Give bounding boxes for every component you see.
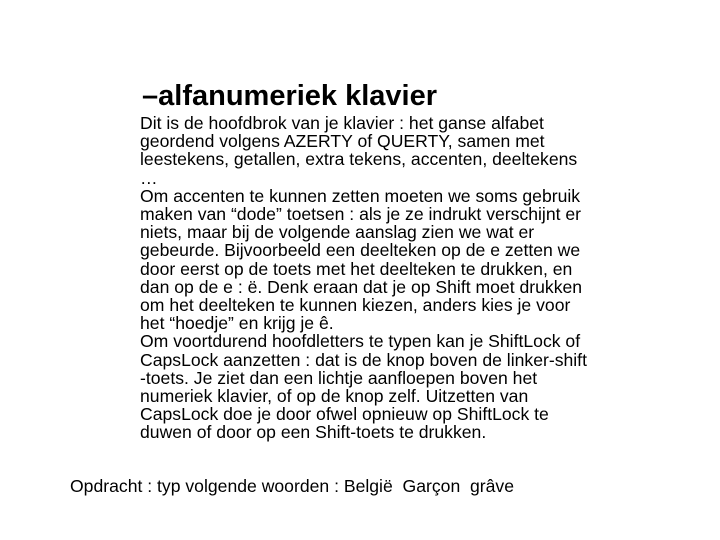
text-line: duwen of door op een Shift-toets te drukken. [140,422,487,443]
text-line: CapsLock aanzetten : dat is de knop boven de linker-shift [140,349,587,370]
text-line: door eerst op de toets met het deelteken te drukken, en [140,258,573,279]
text-line: … [140,167,158,188]
text-line: leestekens, getallen, extra tekens, accenten, deeltekens [140,149,578,170]
text-line: het “hoedje” en krijg je ê. [140,313,334,334]
text-line: dan op de e : ë. Denk eraan dat je op Shift moet drukken [140,276,583,297]
paragraph-intro [140,114,700,187]
text-line: niets, maar bij de volgende aanslag zien we wat er [140,222,535,243]
assignment-line: Opdracht : typ volgende woorden : België Garçon grâve [70,476,515,496]
text-line: Om accenten te kunnen zetten moeten we soms gebruik [140,185,581,206]
paragraph-capslock [140,332,700,441]
text-line: geordend volgens AZERTY of QUERTY, samen met [140,131,545,152]
text-line: gebeurde. Bijvoorbeeld een deelteken op de e zetten we [140,240,581,261]
text-line: Om voortdurend hoofdletters te typen kan je ShiftLock of [140,331,581,352]
text-line: CapsLock doe je door ofwel opnieuw op ShiftLock te [140,404,549,425]
slide-heading: –alfanumeriek klavier [142,80,438,112]
slide-content [140,114,700,442]
paragraph-accents [140,187,700,333]
text-line: om het deelteken te kunnen kiezen, anders kies je voor [140,295,571,316]
text-line: maken van “dode” toetsen : als je ze indrukt verschijnt er [140,204,582,225]
text-line: numeriek klavier, of op de knop zelf. Uitzetten van [140,386,529,407]
text-line: -toets. Je ziet dan een lichtje aanfloepen boven het [140,367,538,388]
text-line: Dit is de hoofdbrok van je klavier : het ganse alfabet [140,113,544,133]
